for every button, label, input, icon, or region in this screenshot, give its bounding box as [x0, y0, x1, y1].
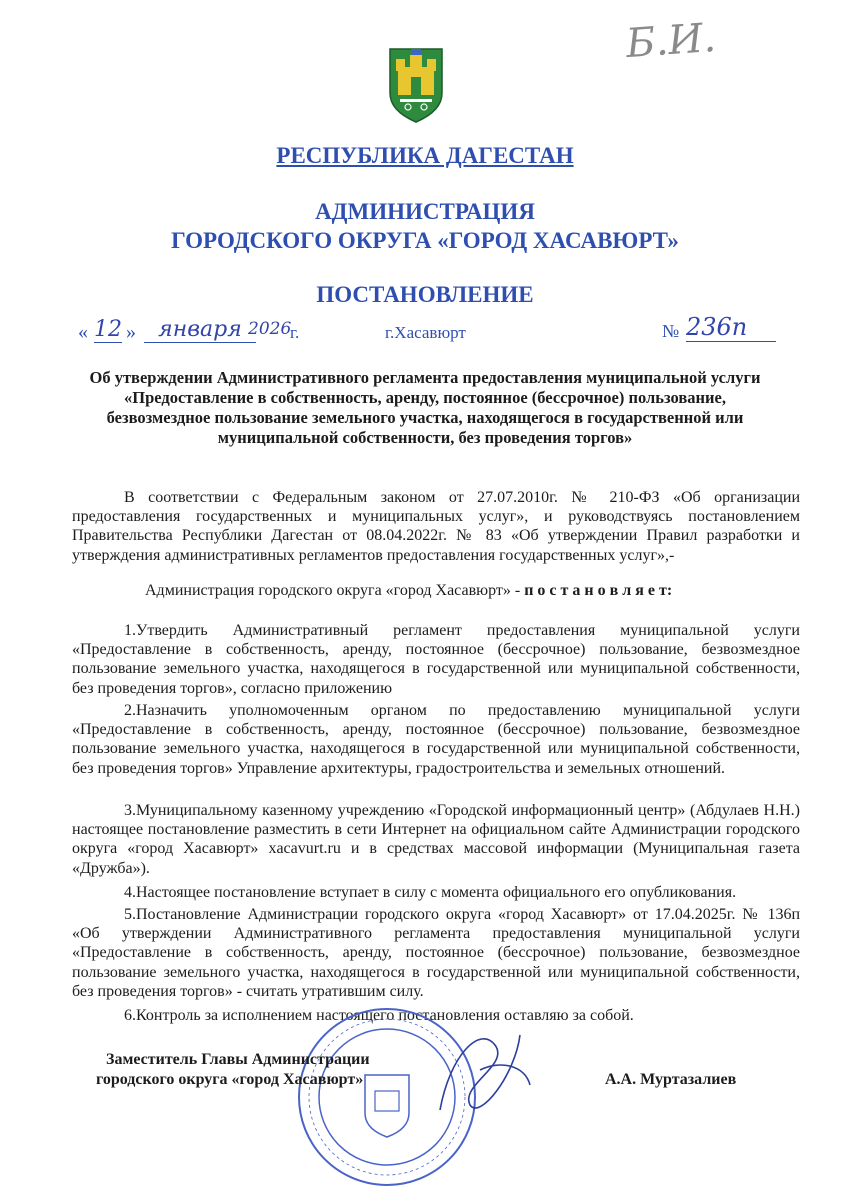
signatory-position-line2: городского округа «город Хасавюрт» [96, 1071, 364, 1088]
title-line: Об утверждении Административного регламента предоставления муниципальной услуги [89, 368, 761, 387]
title-line: «Предоставление в собственность, аренду, постоянное (бессрочное) пользование, [124, 388, 726, 407]
signatory-name: А.А. Муртазалиев [605, 1071, 737, 1088]
document-type-heading: ПОСТАНОВЛЕНИЕ [316, 282, 534, 307]
date-open-quote: « [78, 321, 88, 343]
date-month: января [144, 317, 256, 343]
administration-heading-line1: АДМИНИСТРАЦИЯ [315, 199, 535, 224]
title-line: безвозмездное пользование земельного участка, находящегося в государственной или [106, 408, 744, 427]
item-paragraph-4: 4.Настоящее постановление вступает в силу с момента официального его опубликования. [124, 884, 737, 901]
signatory-position-line1: Заместитель Главы Администрации [106, 1051, 370, 1068]
item-paragraph-5: 5.Постановление Администрации городского округа «город Хасавюрт» от 17.04.2025г. № 136п «Об утверждении Административного регламента предоставления муниципальной услуги «Предоставление в собственность, аренду, постоянное (бессрочное) пользование, безвозмездное пользование земельного участка, находящегося в государственной или муниципальной собственности, без проведения торгов» - считать утратившим силу. [72, 906, 800, 1000]
handwritten-signature [420, 1015, 540, 1125]
corner-handwritten-note: Б.И. [624, 14, 718, 68]
title-line: муниципальной собственности, без проведения торгов» [217, 428, 633, 447]
preamble-paragraph: В соответствии с Федеральным законом от 27.07.2010г. № 210-ФЗ «Об организации предоставления государственных и муниципальных услуг», и руководствуясь постановлением Правительства Республики Дагестан от 08.04.2022г. № 83 «Об утверждении Правил разработки и утверждения административных регламентов предоставления государственных услуг»,- [72, 489, 800, 564]
date-day: 12 [94, 317, 122, 342]
document-title [70, 368, 780, 448]
number-label: № [662, 321, 680, 341]
item-paragraph-1: 1.Утвердить Административный регламент предоставления муниципальной услуги «Предоставление в собственность, аренду, постоянное (бессрочное) пользование, безвозмездное пользование земельного участка, находящегося в государственной или муниципальной собственности, без проведения торгов», согласно приложению [72, 622, 800, 697]
item-paragraph-6: 6.Контроль за исполнением настоящего постановления оставляю за собой. [124, 1007, 634, 1024]
item-paragraph-2: 2.Назначить уполномоченным органом по предоставлению муниципальной услуги «Предоставление в собственность, аренду, постоянное (бессрочное) пользование, безвозмездное пользование земельного участка, находящегося в государственной или муниципальной собственности, без проведения торгов» Управление архитектуры, градостроительства и земельных отношений. [72, 702, 800, 777]
date-year: 2026 [248, 319, 292, 339]
resolves-word: п о с т а н о в л я е т: [524, 582, 673, 599]
city-label: г.Хасавюрт [385, 323, 466, 342]
item-paragraph-3: 3.Муниципальному казенному учреждению «Городской информационный центр» (Абдулаев Н.Н.) настоящее постановление разместить в сети Интернет на официальном сайте Администрации городского округа «город Хасавюрт» xacavurt.ru и в средствах массовой информации (Муниципальная газета «Дружба»). [72, 802, 800, 877]
date-close-quote: » [126, 321, 136, 343]
date-year-suffix: г. [290, 323, 300, 342]
administration-heading-line2: ГОРОДСКОГО ОКРУГА «ГОРОД ХАСАВЮРТ» [171, 228, 679, 253]
resolves-prefix: Администрация городского округа «город Хасавюрт» - [145, 582, 525, 599]
date-line [78, 317, 308, 347]
republic-heading: РЕСПУБЛИКА ДАГЕСТАН [276, 143, 574, 168]
resolves-line [145, 582, 672, 600]
coat-of-arms-logo [386, 45, 446, 125]
document-number: 236п [686, 313, 776, 342]
